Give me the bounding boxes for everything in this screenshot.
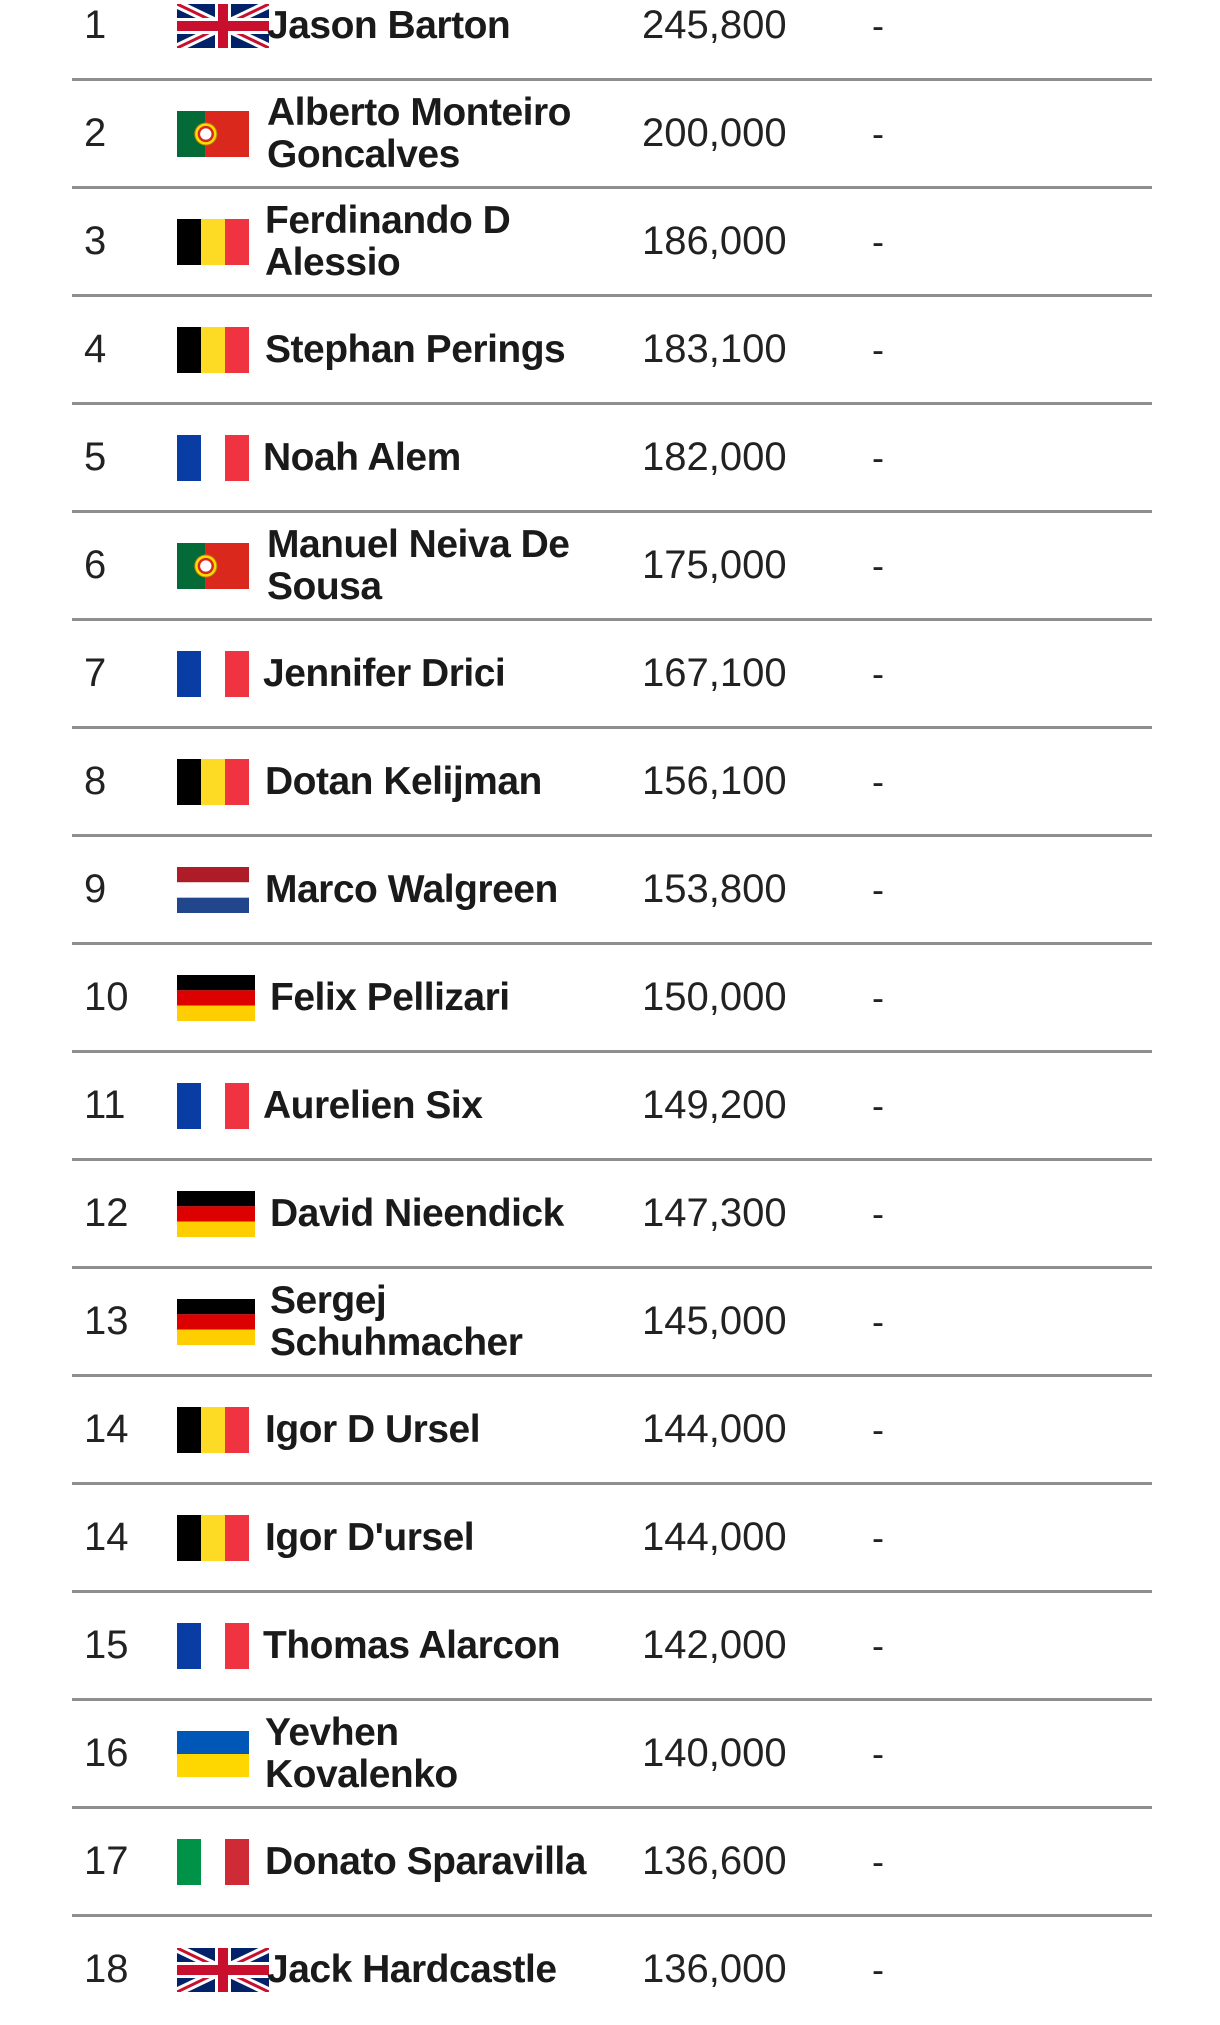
player-name[interactable]: Jennifer Drici: [263, 651, 506, 695]
rank-cell: 2: [84, 111, 107, 155]
player-name[interactable]: Jason Barton: [267, 3, 511, 47]
rank-cell: 18: [84, 1947, 129, 1991]
table-row[interactable]: [72, 837, 1152, 945]
player-name[interactable]: Noah Alem: [263, 435, 461, 479]
player-name[interactable]: Stephan Perings: [265, 327, 566, 371]
amount-cell: 156,100: [642, 759, 787, 803]
player-name[interactable]: Donato Sparavilla: [265, 1839, 586, 1883]
change-cell: -: [872, 653, 884, 694]
belgium-flag-icon: [177, 759, 249, 805]
player-name[interactable]: Ferdinando D Alessio: [265, 198, 511, 284]
rank-cell: 14: [84, 1515, 129, 1559]
table-row[interactable]: [72, 729, 1152, 837]
player-name[interactable]: Sergej Schuhmacher: [270, 1278, 523, 1364]
player-name[interactable]: Alberto Monteiro Goncalves: [267, 90, 571, 176]
table-row[interactable]: [72, 1053, 1152, 1161]
rank-cell: 4: [84, 327, 107, 371]
player-name[interactable]: David Nieendick: [270, 1191, 564, 1235]
italy-flag-icon: [177, 1839, 249, 1885]
rank-cell: 16: [84, 1731, 129, 1775]
table-row[interactable]: [72, 621, 1152, 729]
amount-cell: 183,100: [642, 327, 787, 371]
netherlands-flag-icon: [177, 867, 249, 913]
change-cell: -: [872, 545, 884, 586]
germany-flag-icon: [177, 1299, 255, 1345]
rank-cell: 10: [84, 975, 129, 1019]
player-name[interactable]: Dotan Kelijman: [265, 759, 542, 803]
rank-cell: 15: [84, 1623, 129, 1667]
table-row[interactable]: [72, 297, 1152, 405]
rank-cell: 8: [84, 759, 107, 803]
rank-cell: 9: [84, 867, 107, 911]
player-name[interactable]: Aurelien Six: [263, 1083, 483, 1127]
portugal-flag-icon: [177, 543, 249, 589]
table-row[interactable]: [72, 1701, 1152, 1809]
rank-cell: 14: [84, 1407, 129, 1451]
table-row[interactable]: [72, 1485, 1152, 1593]
france-flag-icon: [177, 1623, 249, 1669]
change-cell: -: [872, 329, 884, 370]
amount-cell: 149,200: [642, 1083, 787, 1127]
table-row[interactable]: [72, 1593, 1152, 1701]
amount-cell: 142,000: [642, 1623, 787, 1667]
change-cell: -: [872, 977, 884, 1018]
change-cell: -: [872, 1517, 884, 1558]
rank-cell: 6: [84, 543, 107, 587]
amount-cell: 140,000: [642, 1731, 787, 1775]
change-cell: -: [872, 761, 884, 802]
table-row[interactable]: [72, 1269, 1152, 1377]
amount-cell: 153,800: [642, 867, 787, 911]
change-cell: -: [872, 437, 884, 478]
rank-cell: 1: [84, 3, 107, 47]
amount-cell: 144,000: [642, 1515, 787, 1559]
table-row[interactable]: [72, 1161, 1152, 1269]
change-cell: -: [872, 1949, 884, 1990]
player-name[interactable]: Thomas Alarcon: [263, 1623, 561, 1667]
gb-flag-icon: [177, 1948, 269, 1992]
change-cell: -: [872, 5, 884, 46]
player-name[interactable]: Yevhen Kovalenko: [265, 1710, 458, 1796]
player-name[interactable]: Igor D Ursel: [265, 1407, 481, 1451]
change-cell: -: [872, 1301, 884, 1342]
table-row[interactable]: [72, 1809, 1152, 1917]
player-name[interactable]: Marco Walgreen: [265, 867, 558, 911]
germany-flag-icon: [177, 975, 255, 1021]
rank-cell: 13: [84, 1299, 129, 1343]
france-flag-icon: [177, 435, 249, 481]
table-row[interactable]: [72, 513, 1152, 621]
rank-cell: 12: [84, 1191, 129, 1235]
belgium-flag-icon: [177, 1515, 249, 1561]
table-row[interactable]: [72, 1377, 1152, 1485]
amount-cell: 167,100: [642, 651, 787, 695]
rank-cell: 17: [84, 1839, 129, 1883]
rank-cell: 3: [84, 219, 107, 263]
amount-cell: 136,000: [642, 1947, 787, 1991]
change-cell: -: [872, 221, 884, 262]
belgium-flag-icon: [177, 327, 249, 373]
amount-cell: 200,000: [642, 111, 787, 155]
ranking-table: [72, 0, 1152, 2025]
rank-cell: 5: [84, 435, 107, 479]
table-row[interactable]: [72, 945, 1152, 1053]
amount-cell: 182,000: [642, 435, 787, 479]
amount-cell: 175,000: [642, 543, 787, 587]
ukraine-flag-icon: [177, 1731, 249, 1777]
change-cell: -: [872, 113, 884, 154]
gb-flag-icon: [177, 4, 269, 48]
france-flag-icon: [177, 1083, 249, 1129]
belgium-flag-icon: [177, 1407, 249, 1453]
table-row[interactable]: [72, 81, 1152, 189]
rank-cell: 7: [84, 651, 107, 695]
table-row[interactable]: [72, 0, 1152, 81]
germany-flag-icon: [177, 1191, 255, 1237]
amount-cell: 245,800: [642, 3, 787, 47]
player-name[interactable]: Igor D'ursel: [265, 1515, 475, 1559]
amount-cell: 136,600: [642, 1839, 787, 1883]
amount-cell: 144,000: [642, 1407, 787, 1451]
change-cell: -: [872, 1625, 884, 1666]
amount-cell: 145,000: [642, 1299, 787, 1343]
rank-cell: 11: [84, 1083, 126, 1127]
belgium-flag-icon: [177, 219, 249, 265]
change-cell: -: [872, 1841, 884, 1882]
change-cell: -: [872, 1733, 884, 1774]
change-cell: -: [872, 869, 884, 910]
change-cell: -: [872, 1409, 884, 1450]
table-row[interactable]: [72, 189, 1152, 297]
amount-cell: 186,000: [642, 219, 787, 263]
change-cell: -: [872, 1085, 884, 1126]
amount-cell: 150,000: [642, 975, 787, 1019]
table-row[interactable]: [72, 405, 1152, 513]
player-name[interactable]: Jack Hardcastle: [267, 1947, 557, 1991]
portugal-flag-icon: [177, 111, 249, 157]
player-name[interactable]: Manuel Neiva De Sousa: [267, 522, 570, 608]
change-cell: -: [872, 1193, 884, 1234]
player-name[interactable]: Felix Pellizari: [270, 975, 510, 1019]
france-flag-icon: [177, 651, 249, 697]
amount-cell: 147,300: [642, 1191, 787, 1235]
